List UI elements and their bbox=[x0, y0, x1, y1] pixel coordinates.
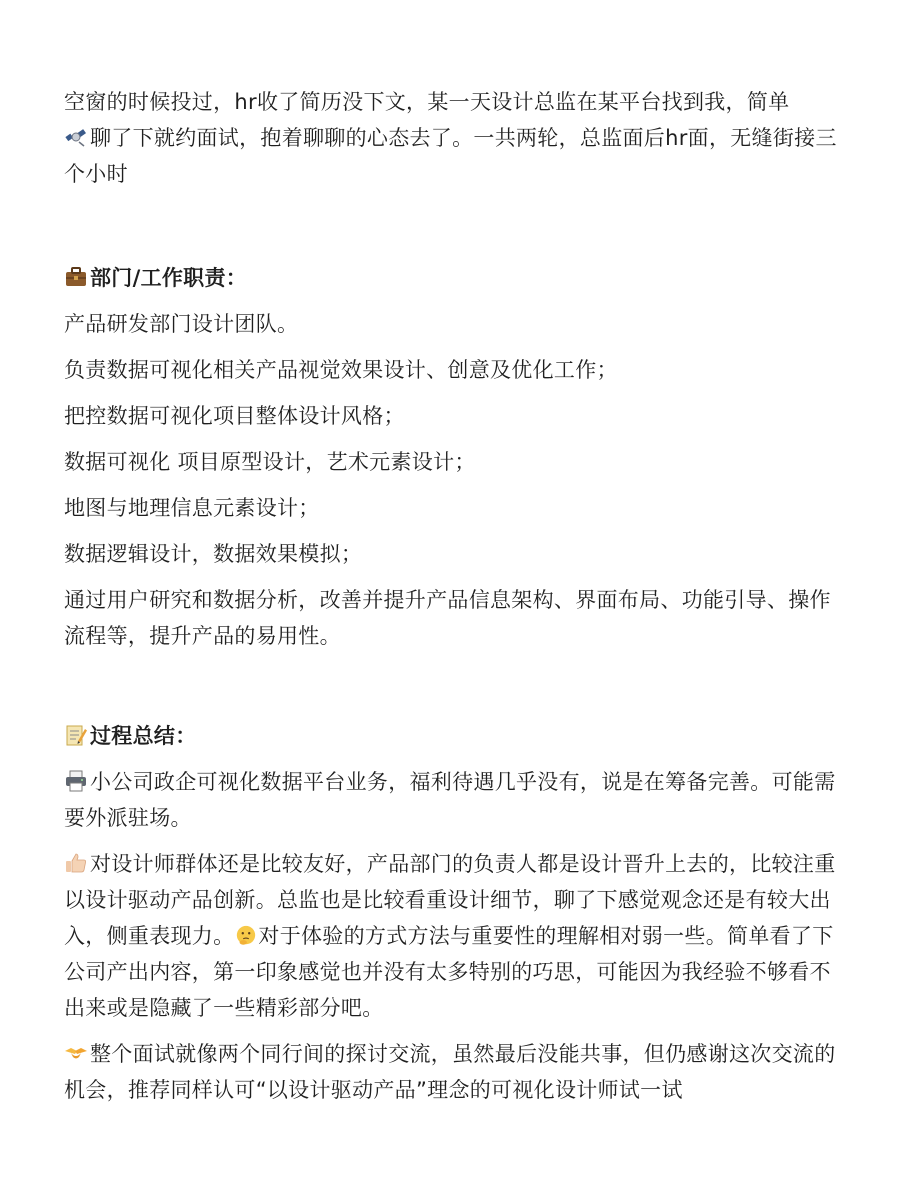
handshake-icon bbox=[64, 1041, 88, 1065]
duty-item: 把控数据可视化项目整体设计风格； bbox=[64, 404, 405, 428]
satellite-icon bbox=[64, 125, 88, 149]
duty-item: 数据可视化 项目原型设计，艺术元素设计； bbox=[64, 450, 476, 474]
summary-paragraph-3 bbox=[64, 1036, 839, 1108]
summary-paragraph-2 bbox=[64, 846, 839, 1026]
summary-heading bbox=[64, 718, 839, 754]
summary-text-2a: 对设计师群体还是比较友好，产品部门的负责人都是设计晋升上去的，比较注重以设计驱动产品创新。总监也是比较看重设计细节，聊了下感觉观念还是有较大出入，侧重表现力。 bbox=[64, 852, 836, 948]
intro-text-2: 聊了下就约面试，抱着聊聊的心态去了。一共两轮，总监面后hr面，无缝街接三个小时 bbox=[64, 126, 837, 186]
printer-icon bbox=[64, 769, 88, 793]
duties-heading bbox=[64, 260, 839, 296]
briefcase-icon bbox=[64, 265, 88, 289]
intro-text-1: 空窗的时候投过，hr收了简历没下文，某一天设计总监在某平台找到我，简单 bbox=[64, 90, 790, 114]
summary-text-2b: 对于体验的方式方法与重要性的理解相对弱一些。简单看了下公司产出内容，第一印象感觉也并没有太多特别的巧思，可能因为我经验不够看不出来或是隐藏了一些精彩部分吧。 bbox=[64, 924, 834, 1020]
duty-item: 产品研发部门设计团队。 bbox=[64, 312, 299, 336]
duty-item: 负责数据可视化相关产品视觉效果设计、创意及优化工作； bbox=[64, 358, 618, 382]
summary-title: 过程总结： bbox=[90, 724, 197, 748]
thumbs-up-icon bbox=[64, 851, 88, 875]
duties-title: 部门/工作职责： bbox=[90, 266, 248, 290]
article bbox=[64, 84, 839, 1118]
intro-paragraph bbox=[64, 84, 839, 192]
duty-item: 地图与地理信息元素设计； bbox=[64, 496, 320, 520]
summary-paragraph-1 bbox=[64, 764, 839, 836]
duty-item: 通过用户研究和数据分析，改善并提升产品信息架构、界面布局、功能引导、操作流程等，提升产品的易用性。 bbox=[64, 588, 831, 648]
duty-item: 数据逻辑设计，数据效果模拟； bbox=[64, 542, 363, 566]
summary-text-3: 整个面试就像两个同行间的探讨交流，虽然最后没能共事，但仍感谢这次交流的机会，推荐同样认可“以设计驱动产品”理念的可视化设计师试一试 bbox=[64, 1042, 836, 1102]
thinking-face-icon bbox=[235, 925, 257, 947]
memo-icon bbox=[64, 723, 88, 747]
summary-text-1: 小公司政企可视化数据平台业务，福利待遇几乎没有，说是在筹备完善。可能需要外派驻场。 bbox=[64, 770, 836, 830]
